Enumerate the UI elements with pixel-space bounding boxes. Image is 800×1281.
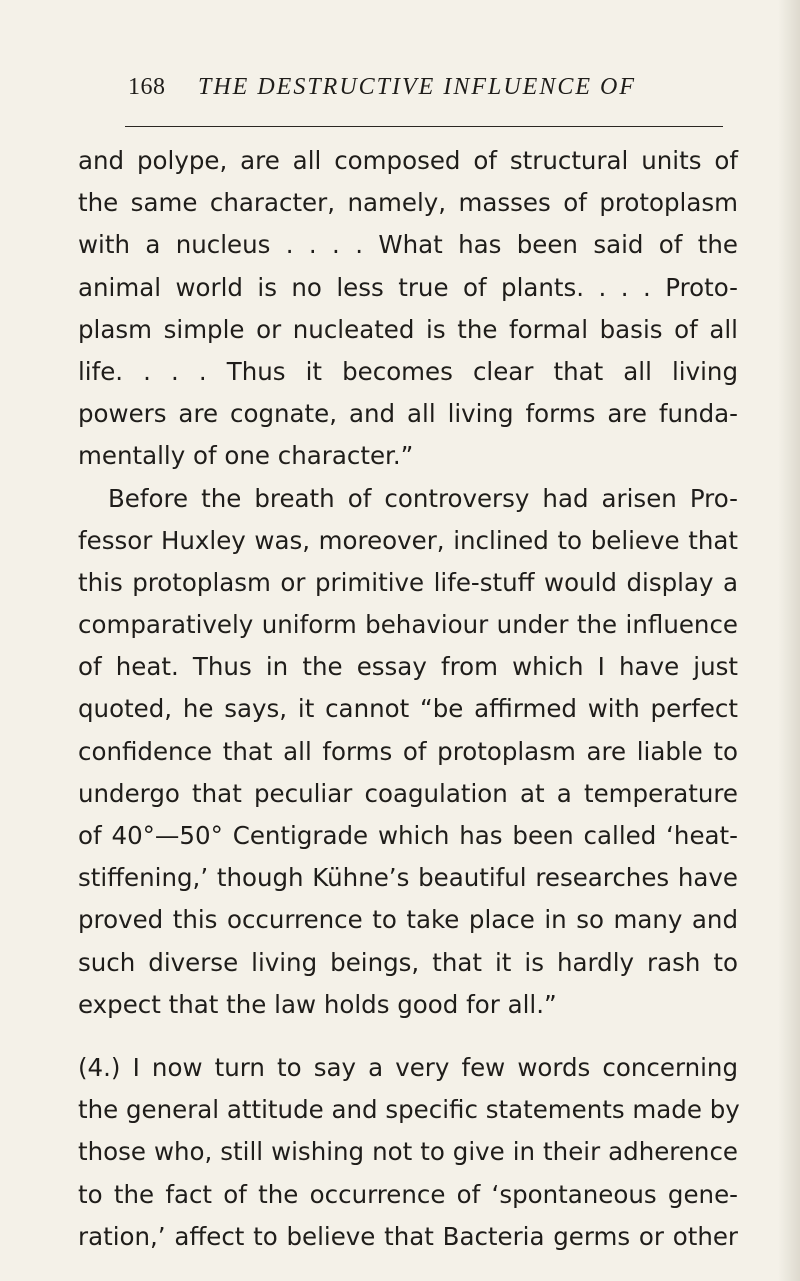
page-header	[128, 74, 748, 114]
text-line: ration,’ affect to believe that Bacteria germs or other	[78, 1221, 738, 1251]
text-line: (4.) I now turn to say a very few words concerning	[78, 1052, 738, 1082]
text-line: of 40°—50° Centigrade which has been called ‘heat-	[78, 821, 738, 850]
paragraph-2	[78, 478, 738, 1026]
text-line: of heat. Thus in the essay from which I have just	[78, 652, 738, 682]
text-line: those who, still wishing not to give in their adherence	[78, 1137, 738, 1167]
text-line: confidence that all forms of protoplasm are liable to	[78, 736, 738, 766]
page-edge-shadow	[778, 0, 800, 1281]
text-line: expect that the law holds good for all.”	[78, 989, 557, 1019]
text-line: undergo that peculiar coagulation at a temperature	[78, 778, 738, 808]
text-line: powers are cognate, and all living forms are funda-	[78, 399, 738, 429]
paragraph-gap	[78, 1026, 738, 1047]
text-line: life. . . . Thus it becomes clear that all living	[78, 356, 738, 386]
header-rule	[125, 126, 723, 127]
text-line: mentally of one character.”	[78, 441, 414, 471]
text-line: the general attitude and specific statements made by	[78, 1095, 740, 1125]
page-number: 168	[128, 74, 166, 100]
text-line: proved this occurrence to take place in so many and	[78, 905, 738, 935]
body-text	[78, 140, 738, 1258]
text-line: comparatively uniform behaviour under the influence	[78, 610, 738, 640]
text-line: with a nucleus . . . . What has been said of the	[78, 230, 738, 260]
text-line: such diverse living beings, that it is hardly rash to	[78, 947, 738, 977]
text-line: quoted, he says, it cannot “be affirmed with perfect	[78, 694, 738, 724]
text-line: to the fact of the occurrence of ‘spontaneous gene-	[78, 1179, 738, 1209]
text-line: fessor Huxley was, moreover, inclined to believe that	[78, 525, 738, 555]
text-line: this protoplasm or primitive life-stuff would display a	[78, 567, 738, 597]
text-line: plasm simple or nucleated is the formal basis of all	[78, 314, 738, 344]
text-line: stiffening,’ though Kühne’s beautiful researches have	[78, 863, 738, 893]
paragraph-1	[78, 140, 738, 478]
text-line: and polype, are all composed of structural units of	[78, 146, 738, 175]
text-line: Before the breath of controversy had arisen Pro-	[108, 483, 738, 513]
text-line: the same character, namely, masses of protoplasm	[78, 188, 738, 218]
running-head: THE DESTRUCTIVE INFLUENCE OF	[198, 74, 637, 100]
text-line: animal world is no less true of plants. . . . Proto-	[78, 272, 738, 302]
paragraph-3	[78, 1047, 738, 1258]
